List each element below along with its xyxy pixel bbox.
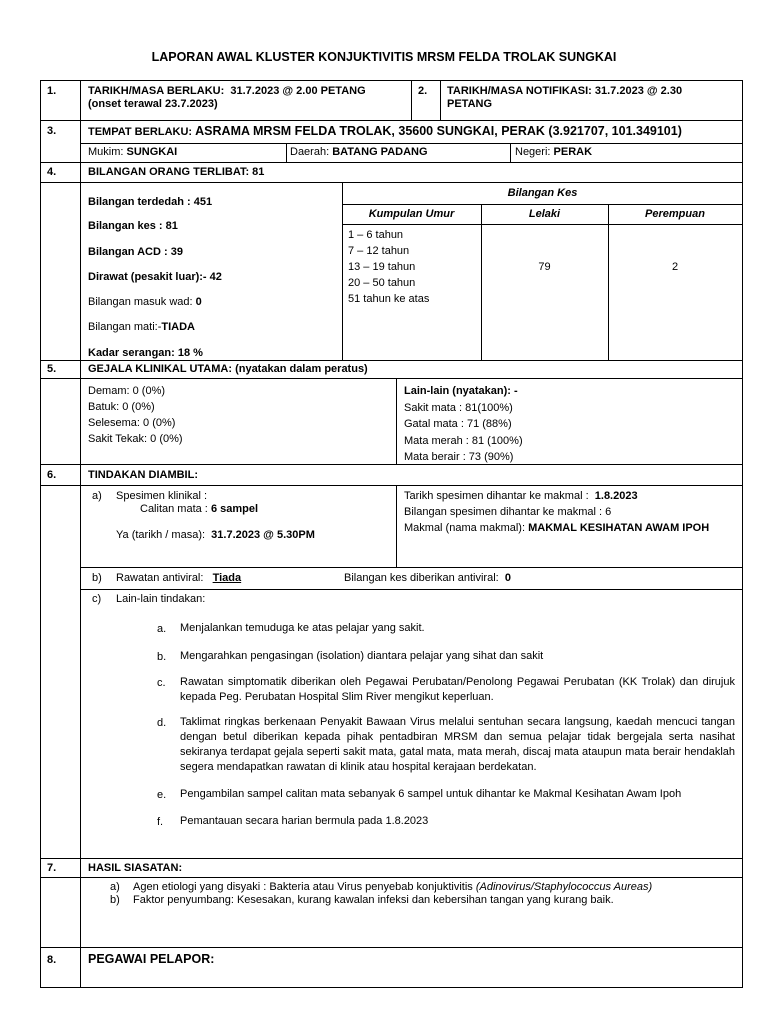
agen-etiologi-text: Agen etiologi yang disyaki : Bakteria atau Virus penyebab konjuktivitis: [133, 881, 473, 893]
perempuan-count: 2: [671, 261, 679, 273]
section-7-number: 7.: [47, 862, 57, 874]
section-6-number: 6.: [47, 469, 57, 481]
tarikh-spesimen: [404, 489, 638, 503]
item-c-marker: c): [92, 593, 102, 605]
col-perempuan: Perempuan: [645, 208, 705, 220]
mati-value: TIADA: [161, 321, 195, 333]
bilangan-kes-header: Bilangan Kes: [507, 187, 578, 199]
bilangan-mati: [88, 320, 195, 334]
faktor-penyumbang: Faktor penyumbang: Kesesakan, kurang kawalan infeksi dan kebersihan tangan yang kurang baik.: [133, 894, 614, 906]
col-kumpulan-umur: Kumpulan Umur: [368, 208, 455, 220]
gejala-item: Mata berair : 73 (90%): [404, 451, 514, 463]
section-8-number: 8.: [47, 954, 57, 966]
section-4-number: 4.: [47, 166, 57, 178]
tindakan-marker: a.: [157, 623, 167, 635]
bilangan-terdedah: Bilangan terdedah : 451: [88, 196, 213, 208]
hasil-a-marker: a): [110, 881, 120, 893]
tarikh-berlaku-label-text: TARIKH/MASA BERLAKU:: [88, 85, 225, 97]
calitan-mata-value: 6 sampel: [210, 503, 259, 515]
tindakan-item: Pemantauan secara harian bermula pada 1.8.2023: [180, 815, 429, 827]
negeri-value: PERAK: [553, 146, 593, 158]
gejala-item: Sakit Tekak: 0 (0%): [88, 433, 183, 445]
masuk-wad-label: Bilangan masuk wad:: [88, 296, 193, 308]
lain-lain-label: Lain-lain (nyatakan):: [404, 385, 511, 397]
tindakan-item: Mengarahkan pengasingan (isolation) diantara pelajar yang sihat dan sakit: [180, 650, 544, 662]
agen-etiologi-organisms: (Adinovirus/Staphylococcus Aureas): [475, 881, 653, 893]
tindakan-item: Pengambilan sampel calitan mata sebanyak 6 sampel untuk dihantar ke Makmal Kesihatan Awam Ipoh: [180, 788, 682, 800]
gejala-item: Mata merah : 81 (100%): [404, 434, 523, 447]
section-5-number: 5.: [47, 363, 57, 375]
tarikh-berlaku-label: [88, 84, 366, 98]
rawatan-antiviral-label: Rawatan antiviral:: [116, 572, 204, 584]
tindakan-item: Menjalankan temuduga ke atas pelajar yang sakit.: [180, 622, 425, 634]
antiviral-kes: [344, 571, 511, 585]
spesimen-klinikal-label: Spesimen klinikal :: [116, 490, 208, 502]
age-group: 51 tahun ke atas: [348, 293, 430, 305]
pegawai-pelapor-label: PEGAWAI PELAPOR:: [88, 952, 215, 966]
antiviral-kes-label: Bilangan kes diberikan antiviral:: [344, 572, 499, 584]
tempat-berlaku-value: ASRAMA MRSM FELDA TROLAK, 35600 SUNGKAI, PERAK (3.921707, 101.349101): [195, 124, 682, 138]
daerah: [290, 145, 428, 159]
onset-terawal: (onset terawal 23.7.2023): [88, 98, 218, 110]
col-lelaki: Lelaki: [528, 208, 561, 220]
daerah-label: Daerah:: [290, 146, 330, 158]
lain-lain-gejala: [404, 383, 523, 400]
agen-etiologi: [133, 880, 652, 894]
hasil-b-marker: b): [110, 894, 120, 906]
section-2-number: 2.: [418, 85, 428, 97]
gejala-item: Gatal mata : 71 (88%): [404, 418, 512, 430]
makmal: [404, 521, 709, 535]
makmal-label: Makmal (nama makmal):: [404, 522, 526, 534]
ya-tarikh-value: 31.7.2023 @ 5.30PM: [211, 529, 315, 541]
tempat-berlaku-label: TEMPAT BERLAKU:: [88, 126, 193, 138]
tindakan-diambil-label: TINDAKAN DIAMBIL:: [88, 469, 198, 481]
negeri: [515, 145, 592, 159]
age-group: 13 – 19 tahun: [348, 261, 416, 273]
mati-label: Bilangan mati:-: [88, 321, 162, 333]
tarikh-spesimen-label: Tarikh spesimen dihantar ke makmal :: [404, 490, 589, 502]
tempat-berlaku: [88, 124, 682, 139]
gejala-klinikal-label: GEJALA KLINIKAL UTAMA: (nyatakan dalam peratus): [88, 363, 368, 375]
tindakan-marker: d.: [157, 717, 167, 729]
section-3-number: 3.: [47, 125, 57, 137]
gejala-left-list: [88, 383, 183, 447]
bilangan-masuk-wad: [88, 295, 202, 309]
masuk-wad-value: 0: [195, 296, 202, 308]
negeri-label: Negeri:: [515, 146, 551, 158]
lain-lain-value: -: [514, 385, 518, 397]
calitan-mata: [140, 502, 258, 516]
hasil-siasatan-label: HASIL SIASATAN:: [88, 862, 183, 874]
tindakan-marker: c.: [157, 677, 166, 689]
mukim: [88, 145, 177, 159]
item-a-marker: a): [92, 490, 102, 502]
gejala-item: Batuk: 0 (0%): [88, 401, 155, 413]
bilangan-terlibat: BILANGAN ORANG TERLIBAT: 81: [88, 166, 265, 178]
tindakan-marker: b.: [157, 651, 167, 663]
age-group: 7 – 12 tahun: [348, 245, 410, 257]
rawatan-antiviral: [116, 571, 241, 585]
daerah-value: BATANG PADANG: [332, 146, 428, 158]
tarikh-notifikasi: [447, 84, 682, 98]
gejala-right-list: [404, 383, 523, 466]
gejala-item: Demam: 0 (0%): [88, 385, 166, 397]
tindakan-item: Rawatan simptomatik diberikan oleh Pegawai Perubatan/Penolong Pegawai Perubatan (KK Trolak) dan dirujuk kepada Peg. Perubatan Hospital Slim River mengikut keperluan.: [180, 676, 735, 703]
bilangan-spesimen: Bilangan spesimen dihantar ke makmal : 6: [404, 506, 612, 518]
section-1-number: 1.: [47, 85, 57, 97]
gejala-item: Sakit mata : 81(100%): [404, 401, 513, 414]
tarikh-notifikasi-value-2: PETANG: [447, 98, 493, 110]
mukim-value: SUNGKAI: [126, 146, 178, 158]
item-b-marker: b): [92, 572, 102, 584]
lelaki-count: 79: [538, 261, 551, 273]
tindakan-marker: f.: [157, 816, 164, 828]
tarikh-spesimen-value: 1.8.2023: [594, 490, 638, 502]
ya-tarikh-label: Ya (tarikh / masa):: [116, 529, 206, 541]
makmal-value: MAKMAL KESIHATAN AWAM IPOH: [528, 522, 710, 534]
bilangan-kes: Bilangan kes : 81: [88, 220, 178, 232]
calitan-mata-label: Calitan mata :: [140, 503, 208, 515]
dirawat-pesakit-luar: Dirawat (pesakit luar):- 42: [88, 271, 222, 283]
bilangan-acd: Bilangan ACD : 39: [88, 246, 183, 258]
rawatan-antiviral-value: Tiada: [212, 572, 242, 584]
tindakan-item: Taklimat ringkas berkenaan Penyakit Bawaan Virus melalui sentuhan secara langsung, kaedah mencuci tangan dengan betul diberikan kepada pihak pentadbiran MRSM dan semua pelajar tidak bergejala serta nasihat sekiranya terdapat gejala seperti sakit mata, gatal mata, mata merah, discaj mata ataupun mata berair hendaklah segera mendapatkan rawatan di klinik atau hospital kerajaan berdekatan.: [180, 716, 735, 773]
age-group: 1 – 6 tahun: [348, 229, 404, 241]
tarikh-notifikasi-label: TARIKH/MASA NOTIFIKASI:: [447, 85, 592, 97]
report-title: LAPORAN AWAL KLUSTER KONJUKTIVITIS MRSM FELDA TROLAK SUNGKAI: [151, 50, 617, 64]
gejala-item: Selesema: 0 (0%): [88, 417, 176, 429]
mukim-label: Mukim:: [88, 146, 124, 158]
tarikh-notifikasi-value: 31.7.2023 @ 2.30: [594, 85, 683, 97]
ya-tarikh-masa: [116, 528, 315, 542]
tarikh-berlaku-value: 31.7.2023 @ 2.00 PETANG: [230, 85, 366, 97]
age-group: 20 – 50 tahun: [348, 277, 416, 289]
tindakan-marker: e.: [157, 789, 167, 801]
lain-lain-tindakan-label: Lain-lain tindakan:: [116, 593, 206, 605]
kadar-serangan: Kadar serangan: 18 %: [88, 347, 203, 359]
age-groups-list: [348, 227, 429, 307]
antiviral-kes-value: 0: [504, 572, 511, 584]
